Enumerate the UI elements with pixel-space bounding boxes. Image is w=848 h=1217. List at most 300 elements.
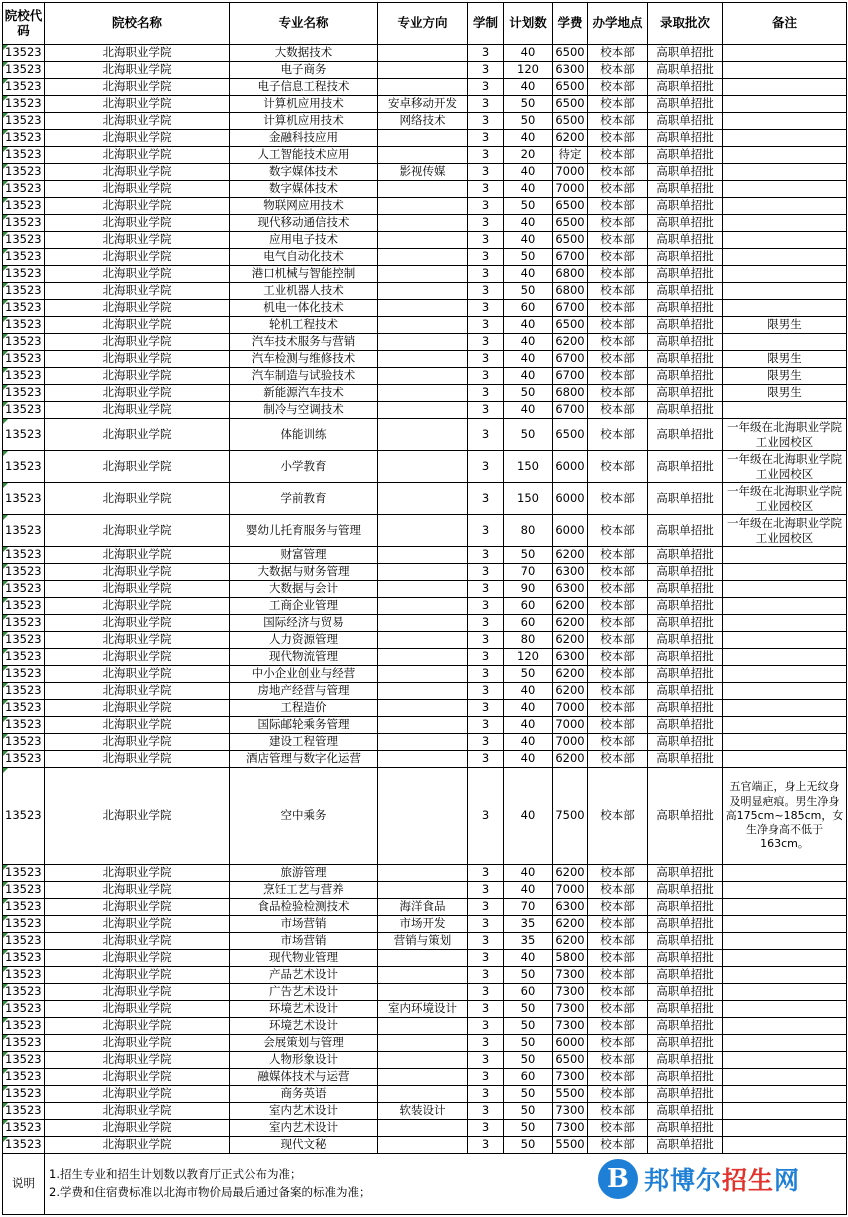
cell-years: 3 — [468, 581, 504, 598]
cell-location: 校本部 — [588, 147, 648, 164]
cell-major: 建设工程管理 — [230, 734, 378, 751]
table-body — [3, 45, 847, 1154]
cell-remark — [723, 967, 847, 984]
cell-code: 13523 — [3, 598, 45, 615]
cell-code: 13523 — [3, 916, 45, 933]
cell-years: 3 — [468, 249, 504, 266]
cell-school: 北海职业学院 — [45, 130, 230, 147]
cell-fee: 7300 — [553, 967, 588, 984]
cell-years: 3 — [468, 451, 504, 483]
cell-fee: 6500 — [553, 215, 588, 232]
table-row — [3, 164, 847, 181]
cell-code: 13523 — [3, 198, 45, 215]
cell-fee: 6300 — [553, 899, 588, 916]
cell-school: 北海职业学院 — [45, 751, 230, 768]
cell-plan: 150 — [504, 451, 553, 483]
cell-location: 校本部 — [588, 164, 648, 181]
cell-fee: 6000 — [553, 515, 588, 547]
cell-fee: 6700 — [553, 300, 588, 317]
cell-code: 13523 — [3, 215, 45, 232]
table-row — [3, 899, 847, 916]
cell-code: 13523 — [3, 1001, 45, 1018]
cell-direction — [378, 632, 468, 649]
cell-location: 校本部 — [588, 266, 648, 283]
cell-plan: 150 — [504, 483, 553, 515]
cell-direction — [378, 266, 468, 283]
table-row — [3, 734, 847, 751]
cell-direction: 网络技术 — [378, 113, 468, 130]
cell-direction — [378, 351, 468, 368]
cell-batch: 高职单招批 — [648, 385, 723, 402]
cell-years: 3 — [468, 1120, 504, 1137]
cell-remark: 限男生 — [723, 351, 847, 368]
cell-school: 北海职业学院 — [45, 79, 230, 96]
cell-remark: 五官端正，身上无纹身及明显疤痕。男生净身高175cm~185cm，女生净身高不低于163cm。 — [723, 768, 847, 865]
cell-plan: 60 — [504, 300, 553, 317]
cell-school: 北海职业学院 — [45, 266, 230, 283]
cell-years: 3 — [468, 649, 504, 666]
cell-major: 汽车检测与维修技术 — [230, 351, 378, 368]
cell-location: 校本部 — [588, 950, 648, 967]
cell-school: 北海职业学院 — [45, 96, 230, 113]
cell-location: 校本部 — [588, 385, 648, 402]
cell-batch: 高职单招批 — [648, 79, 723, 96]
cell-years: 3 — [468, 700, 504, 717]
cell-direction — [378, 283, 468, 300]
cell-years: 3 — [468, 598, 504, 615]
cell-fee: 7300 — [553, 1120, 588, 1137]
table-row — [3, 1137, 847, 1154]
cell-location: 校本部 — [588, 45, 648, 62]
cell-fee: 6800 — [553, 385, 588, 402]
cell-school: 北海职业学院 — [45, 666, 230, 683]
cell-years: 3 — [468, 96, 504, 113]
cell-plan: 40 — [504, 768, 553, 865]
cell-direction — [378, 419, 468, 451]
cell-direction: 市场开发 — [378, 916, 468, 933]
cell-location: 校本部 — [588, 249, 648, 266]
cell-plan: 40 — [504, 683, 553, 700]
cell-location: 校本部 — [588, 351, 648, 368]
table-row — [3, 300, 847, 317]
watermark-text-2: 招生 — [722, 1166, 775, 1195]
cell-remark — [723, 564, 847, 581]
cell-batch: 高职单招批 — [648, 547, 723, 564]
cell-major: 数字媒体技术 — [230, 164, 378, 181]
cell-location: 校本部 — [588, 598, 648, 615]
table-row — [3, 666, 847, 683]
cell-remark — [723, 700, 847, 717]
cell-location: 校本部 — [588, 1035, 648, 1052]
cell-school: 北海职业学院 — [45, 865, 230, 882]
cell-school: 北海职业学院 — [45, 249, 230, 266]
cell-plan: 50 — [504, 1052, 553, 1069]
cell-years: 3 — [468, 882, 504, 899]
cell-school: 北海职业学院 — [45, 547, 230, 564]
header-school: 院校名称 — [45, 3, 230, 45]
table-row — [3, 598, 847, 615]
cell-major: 新能源汽车技术 — [230, 385, 378, 402]
cell-years: 3 — [468, 899, 504, 916]
cell-direction — [378, 768, 468, 865]
cell-plan: 120 — [504, 649, 553, 666]
cell-years: 3 — [468, 130, 504, 147]
cell-school: 北海职业学院 — [45, 984, 230, 1001]
cell-code: 13523 — [3, 1052, 45, 1069]
cell-plan: 50 — [504, 419, 553, 451]
cell-plan: 40 — [504, 351, 553, 368]
cell-major: 现代物业管理 — [230, 950, 378, 967]
cell-remark — [723, 147, 847, 164]
cell-location: 校本部 — [588, 300, 648, 317]
cell-batch: 高职单招批 — [648, 683, 723, 700]
cell-major: 现代物流管理 — [230, 649, 378, 666]
cell-school: 北海职业学院 — [45, 933, 230, 950]
cell-code: 13523 — [3, 683, 45, 700]
footer-label: 说明 — [3, 1154, 45, 1215]
cell-school: 北海职业学院 — [45, 385, 230, 402]
cell-remark: 限男生 — [723, 368, 847, 385]
cell-batch: 高职单招批 — [648, 515, 723, 547]
cell-plan: 35 — [504, 916, 553, 933]
cell-remark: 限男生 — [723, 385, 847, 402]
cell-major: 空中乘务 — [230, 768, 378, 865]
cell-plan: 40 — [504, 865, 553, 882]
cell-years: 3 — [468, 768, 504, 865]
cell-code: 13523 — [3, 130, 45, 147]
cell-remark — [723, 198, 847, 215]
cell-major: 计算机应用技术 — [230, 113, 378, 130]
table-row — [3, 45, 847, 62]
cell-school: 北海职业学院 — [45, 317, 230, 334]
cell-batch: 高职单招批 — [648, 1086, 723, 1103]
cell-location: 校本部 — [588, 215, 648, 232]
cell-direction — [378, 666, 468, 683]
cell-plan: 40 — [504, 45, 553, 62]
cell-years: 3 — [468, 45, 504, 62]
cell-school: 北海职业学院 — [45, 181, 230, 198]
cell-batch: 高职单招批 — [648, 564, 723, 581]
cell-remark — [723, 45, 847, 62]
cell-remark — [723, 581, 847, 598]
cell-direction — [378, 215, 468, 232]
cell-plan: 50 — [504, 1103, 553, 1120]
cell-major: 产品艺术设计 — [230, 967, 378, 984]
table-row — [3, 147, 847, 164]
cell-school: 北海职业学院 — [45, 564, 230, 581]
cell-plan: 50 — [504, 1001, 553, 1018]
cell-remark — [723, 283, 847, 300]
cell-location: 校本部 — [588, 564, 648, 581]
cell-plan: 40 — [504, 882, 553, 899]
table-row — [3, 1018, 847, 1035]
cell-direction — [378, 368, 468, 385]
cell-direction — [378, 1035, 468, 1052]
cell-location: 校本部 — [588, 683, 648, 700]
cell-remark — [723, 1103, 847, 1120]
table-row — [3, 385, 847, 402]
table-row — [3, 402, 847, 419]
cell-direction — [378, 1086, 468, 1103]
header-direction: 专业方向 — [378, 3, 468, 45]
cell-plan: 40 — [504, 130, 553, 147]
cell-direction — [378, 882, 468, 899]
cell-years: 3 — [468, 368, 504, 385]
cell-fee: 6700 — [553, 368, 588, 385]
cell-direction — [378, 984, 468, 1001]
cell-school: 北海职业学院 — [45, 1052, 230, 1069]
cell-plan: 35 — [504, 933, 553, 950]
cell-years: 3 — [468, 1035, 504, 1052]
cell-code: 13523 — [3, 419, 45, 451]
table-row — [3, 933, 847, 950]
cell-major: 食品检验检测技术 — [230, 899, 378, 916]
cell-direction — [378, 130, 468, 147]
table-row — [3, 62, 847, 79]
cell-direction — [378, 300, 468, 317]
cell-code: 13523 — [3, 967, 45, 984]
cell-plan: 40 — [504, 734, 553, 751]
cell-direction — [378, 402, 468, 419]
cell-direction: 营销与策划 — [378, 933, 468, 950]
cell-fee: 6200 — [553, 615, 588, 632]
cell-plan: 50 — [504, 113, 553, 130]
cell-location: 校本部 — [588, 317, 648, 334]
cell-remark — [723, 215, 847, 232]
cell-years: 3 — [468, 950, 504, 967]
cell-major: 体能训练 — [230, 419, 378, 451]
cell-fee: 6200 — [553, 933, 588, 950]
cell-fee: 6500 — [553, 113, 588, 130]
cell-direction — [378, 1137, 468, 1154]
cell-code: 13523 — [3, 368, 45, 385]
cell-code: 13523 — [3, 147, 45, 164]
cell-school: 北海职业学院 — [45, 950, 230, 967]
cell-major: 制冷与空调技术 — [230, 402, 378, 419]
cell-location: 校本部 — [588, 515, 648, 547]
cell-fee: 6300 — [553, 649, 588, 666]
cell-location: 校本部 — [588, 547, 648, 564]
cell-years: 3 — [468, 515, 504, 547]
cell-years: 3 — [468, 865, 504, 882]
cell-school: 北海职业学院 — [45, 402, 230, 419]
cell-batch: 高职单招批 — [648, 1018, 723, 1035]
cell-batch: 高职单招批 — [648, 283, 723, 300]
table-row — [3, 1120, 847, 1137]
cell-location: 校本部 — [588, 62, 648, 79]
cell-years: 3 — [468, 1137, 504, 1154]
cell-fee: 7000 — [553, 164, 588, 181]
cell-plan: 80 — [504, 515, 553, 547]
cell-location: 校本部 — [588, 967, 648, 984]
cell-remark — [723, 751, 847, 768]
cell-code: 13523 — [3, 181, 45, 198]
cell-location: 校本部 — [588, 1137, 648, 1154]
cell-fee: 7000 — [553, 882, 588, 899]
cell-direction — [378, 1018, 468, 1035]
cell-years: 3 — [468, 317, 504, 334]
cell-major: 财富管理 — [230, 547, 378, 564]
cell-batch: 高职单招批 — [648, 266, 723, 283]
cell-batch: 高职单招批 — [648, 215, 723, 232]
header-plan: 计划数 — [504, 3, 553, 45]
cell-batch: 高职单招批 — [648, 1052, 723, 1069]
cell-plan: 50 — [504, 1120, 553, 1137]
cell-direction: 影视传媒 — [378, 164, 468, 181]
cell-location: 校本部 — [588, 933, 648, 950]
cell-major: 市场营销 — [230, 933, 378, 950]
cell-years: 3 — [468, 717, 504, 734]
table-row — [3, 547, 847, 564]
table-row — [3, 130, 847, 147]
cell-direction — [378, 181, 468, 198]
cell-location: 校本部 — [588, 865, 648, 882]
table-row — [3, 215, 847, 232]
cell-plan: 40 — [504, 164, 553, 181]
cell-fee: 6500 — [553, 1052, 588, 1069]
cell-remark — [723, 1137, 847, 1154]
cell-remark — [723, 598, 847, 615]
cell-location: 校本部 — [588, 581, 648, 598]
cell-plan: 50 — [504, 283, 553, 300]
cell-location: 校本部 — [588, 1069, 648, 1086]
cell-remark: 一年级在北海职业学院工业园校区 — [723, 515, 847, 547]
cell-batch: 高职单招批 — [648, 351, 723, 368]
cell-direction — [378, 717, 468, 734]
cell-school: 北海职业学院 — [45, 899, 230, 916]
cell-major: 小学教育 — [230, 451, 378, 483]
cell-school: 北海职业学院 — [45, 1069, 230, 1086]
table-row — [3, 1001, 847, 1018]
table-row — [3, 683, 847, 700]
cell-direction: 软装设计 — [378, 1103, 468, 1120]
cell-location: 校本部 — [588, 113, 648, 130]
cell-plan: 120 — [504, 62, 553, 79]
cell-batch: 高职单招批 — [648, 1035, 723, 1052]
cell-school: 北海职业学院 — [45, 45, 230, 62]
cell-direction — [378, 198, 468, 215]
cell-location: 校本部 — [588, 1120, 648, 1137]
cell-batch: 高职单招批 — [648, 916, 723, 933]
cell-major: 国际经济与贸易 — [230, 615, 378, 632]
cell-remark — [723, 62, 847, 79]
cell-major: 室内艺术设计 — [230, 1120, 378, 1137]
cell-code: 13523 — [3, 164, 45, 181]
cell-plan: 50 — [504, 1086, 553, 1103]
cell-location: 校本部 — [588, 916, 648, 933]
cell-batch: 高职单招批 — [648, 899, 723, 916]
cell-remark — [723, 266, 847, 283]
cell-plan: 40 — [504, 717, 553, 734]
cell-direction — [378, 700, 468, 717]
cell-code: 13523 — [3, 483, 45, 515]
cell-batch: 高职单招批 — [648, 45, 723, 62]
cell-location: 校本部 — [588, 1018, 648, 1035]
cell-fee: 6200 — [553, 865, 588, 882]
cell-school: 北海职业学院 — [45, 649, 230, 666]
cell-direction: 室内环境设计 — [378, 1001, 468, 1018]
cell-code: 13523 — [3, 751, 45, 768]
cell-direction — [378, 598, 468, 615]
cell-years: 3 — [468, 666, 504, 683]
cell-code: 13523 — [3, 632, 45, 649]
cell-code: 13523 — [3, 666, 45, 683]
cell-location: 校本部 — [588, 232, 648, 249]
cell-remark — [723, 683, 847, 700]
cell-code: 13523 — [3, 402, 45, 419]
cell-major: 融媒体技术与运营 — [230, 1069, 378, 1086]
table-row — [3, 113, 847, 130]
cell-direction — [378, 249, 468, 266]
cell-batch: 高职单招批 — [648, 700, 723, 717]
table-row — [3, 950, 847, 967]
header-code: 院校代码 — [3, 3, 45, 45]
cell-years: 3 — [468, 547, 504, 564]
cell-school: 北海职业学院 — [45, 351, 230, 368]
cell-years: 3 — [468, 1018, 504, 1035]
cell-years: 3 — [468, 300, 504, 317]
cell-fee: 6200 — [553, 547, 588, 564]
cell-major: 大数据与会计 — [230, 581, 378, 598]
table-row — [3, 564, 847, 581]
header-location: 办学地点 — [588, 3, 648, 45]
cell-code: 13523 — [3, 1069, 45, 1086]
cell-remark — [723, 181, 847, 198]
cell-batch: 高职单招批 — [648, 734, 723, 751]
cell-batch: 高职单招批 — [648, 1120, 723, 1137]
cell-fee: 7300 — [553, 984, 588, 1001]
table-row — [3, 334, 847, 351]
cell-location: 校本部 — [588, 1052, 648, 1069]
cell-plan: 40 — [504, 79, 553, 96]
cell-fee: 6200 — [553, 632, 588, 649]
cell-remark — [723, 96, 847, 113]
watermark-text-3: 网 — [774, 1166, 801, 1195]
cell-remark — [723, 899, 847, 916]
cell-major: 烹饪工艺与营养 — [230, 882, 378, 899]
table-row — [3, 266, 847, 283]
cell-direction — [378, 1052, 468, 1069]
cell-remark — [723, 113, 847, 130]
cell-years: 3 — [468, 683, 504, 700]
cell-code: 13523 — [3, 1103, 45, 1120]
table-row — [3, 198, 847, 215]
cell-school: 北海职业学院 — [45, 700, 230, 717]
cell-code: 13523 — [3, 1086, 45, 1103]
cell-location: 校本部 — [588, 79, 648, 96]
cell-location: 校本部 — [588, 1086, 648, 1103]
cell-years: 3 — [468, 1069, 504, 1086]
cell-direction — [378, 751, 468, 768]
cell-years: 3 — [468, 1001, 504, 1018]
cell-batch: 高职单招批 — [648, 249, 723, 266]
cell-remark: 一年级在北海职业学院工业园校区 — [723, 483, 847, 515]
cell-fee: 6200 — [553, 683, 588, 700]
cell-direction — [378, 232, 468, 249]
cell-years: 3 — [468, 79, 504, 96]
cell-major: 会展策划与管理 — [230, 1035, 378, 1052]
cell-code: 13523 — [3, 385, 45, 402]
table-row — [3, 751, 847, 768]
cell-location: 校本部 — [588, 130, 648, 147]
cell-plan: 40 — [504, 402, 553, 419]
cell-location: 校本部 — [588, 283, 648, 300]
cell-plan: 90 — [504, 581, 553, 598]
cell-code: 13523 — [3, 882, 45, 899]
cell-major: 环境艺术设计 — [230, 1001, 378, 1018]
cell-plan: 40 — [504, 751, 553, 768]
cell-remark — [723, 933, 847, 950]
